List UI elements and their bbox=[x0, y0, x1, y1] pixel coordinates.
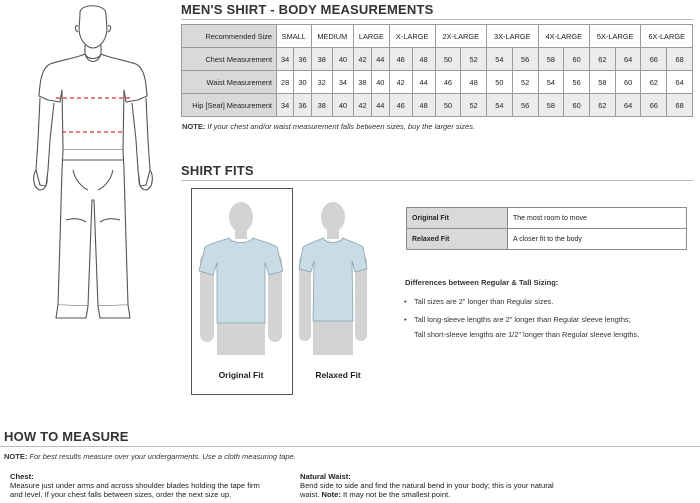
relaxed-fit-caption: Relaxed Fit bbox=[315, 370, 361, 380]
fit-description: The most room to move bbox=[508, 208, 687, 229]
waist-value-cell: 52 bbox=[512, 71, 538, 94]
title-rule bbox=[181, 19, 693, 20]
body-measurements-title: MEN'S SHIRT - BODY MEASUREMENTS bbox=[181, 2, 434, 17]
hip-value-cell: 34 bbox=[277, 94, 294, 117]
row-label-chest: Chest Measurement bbox=[182, 48, 277, 71]
chest-value-cell: 42 bbox=[354, 48, 372, 71]
howto-rule bbox=[0, 446, 700, 447]
sizing-differences-list bbox=[404, 297, 639, 348]
hip-value-cell: 40 bbox=[332, 94, 353, 117]
chest-line: and level. If your chest falls between sizes, order the next size up. bbox=[10, 490, 232, 499]
waist-value-cell: 34 bbox=[332, 71, 353, 94]
howto-note bbox=[4, 452, 296, 461]
chest-value-cell: 46 bbox=[389, 48, 412, 71]
chest-value-cell: 56 bbox=[512, 48, 538, 71]
size-header-cell: MEDIUM bbox=[311, 25, 353, 48]
size-header-cell: X-LARGE bbox=[389, 25, 435, 48]
chest-value-cell: 60 bbox=[564, 48, 590, 71]
hip-value-cell: 60 bbox=[564, 94, 590, 117]
fit-row bbox=[407, 229, 687, 250]
hip-value-cell: 48 bbox=[412, 94, 435, 117]
size-header-cell: 5X-LARGE bbox=[589, 25, 640, 48]
how-to-measure-title: HOW TO MEASURE bbox=[4, 429, 129, 444]
size-header-cell: SMALL bbox=[277, 25, 312, 48]
hip-value-cell: 38 bbox=[311, 94, 332, 117]
waist-value-cell: 58 bbox=[589, 71, 615, 94]
waist-instructions bbox=[300, 472, 698, 499]
waist-value-cell: 30 bbox=[294, 71, 311, 94]
hip-value-cell: 50 bbox=[435, 94, 461, 117]
hip-value-cell: 64 bbox=[615, 94, 641, 117]
chest-value-cell: 34 bbox=[277, 48, 294, 71]
size-header-row bbox=[182, 25, 693, 48]
size-chart-table bbox=[181, 24, 693, 117]
fits-rule bbox=[181, 180, 693, 181]
list-item bbox=[404, 297, 639, 306]
waist-value-cell: 44 bbox=[412, 71, 435, 94]
waist-heading: Natural Waist: bbox=[300, 472, 351, 481]
size-header-cell: 6X-LARGE bbox=[641, 25, 693, 48]
chest-value-cell: 38 bbox=[311, 48, 332, 71]
hip-value-cell: 66 bbox=[641, 94, 667, 117]
chest-value-cell: 44 bbox=[371, 48, 389, 71]
waist-value-cell: 60 bbox=[615, 71, 641, 94]
fit-description-table bbox=[406, 207, 687, 250]
chest-value-cell: 66 bbox=[641, 48, 667, 71]
waist-value-cell: 50 bbox=[487, 71, 513, 94]
chest-value-cell: 36 bbox=[294, 48, 311, 71]
howto-note-text: For best results measure over your undergarments. Use a cloth measuring tape. bbox=[27, 452, 296, 461]
list-item bbox=[404, 315, 639, 324]
hip-value-cell: 58 bbox=[538, 94, 564, 117]
hip-value-cell: 56 bbox=[512, 94, 538, 117]
bullet-text: Tall long-sleeve lengths are 2" longer than Regular sleeve lengths; bbox=[414, 315, 631, 324]
hip-value-cell: 44 bbox=[371, 94, 389, 117]
body-measure-figure bbox=[18, 0, 168, 330]
waist-value-cell: 56 bbox=[564, 71, 590, 94]
howto-note-label: NOTE: bbox=[4, 452, 28, 461]
size-header-cell: 3X-LARGE bbox=[487, 25, 538, 48]
waist-line: waist. bbox=[300, 490, 322, 499]
fit-row bbox=[407, 208, 687, 229]
fit-description: A closer fit to the body bbox=[508, 229, 687, 250]
waist-value-cell: 40 bbox=[371, 71, 389, 94]
hip-row bbox=[182, 94, 693, 117]
hip-value-cell: 36 bbox=[294, 94, 311, 117]
chest-value-cell: 50 bbox=[435, 48, 461, 71]
hip-value-cell: 42 bbox=[354, 94, 372, 117]
size-header-cell: 2X-LARGE bbox=[435, 25, 486, 48]
original-fit-caption: Original Fit bbox=[218, 370, 264, 380]
hip-value-cell: 54 bbox=[487, 94, 513, 117]
chest-instructions bbox=[10, 472, 300, 499]
chest-value-cell: 40 bbox=[332, 48, 353, 71]
hip-value-cell: 62 bbox=[589, 94, 615, 117]
shirt-fits-illustration bbox=[191, 195, 391, 360]
fit-name: Relaxed Fit bbox=[407, 229, 508, 250]
hip-value-cell: 52 bbox=[461, 94, 487, 117]
waist-note-label: Note: bbox=[321, 490, 341, 499]
hip-value-cell: 46 bbox=[389, 94, 412, 117]
shirt-fits-title: SHIRT FITS bbox=[181, 163, 254, 178]
size-note-text: If your chest and/or waist measurement falls between sizes, buy the larger sizes. bbox=[205, 122, 476, 131]
bullet-text: Tall sizes are 2" longer than Regular sizes. bbox=[414, 297, 554, 306]
row-label-hip: Hip [Seat] Measurement bbox=[182, 94, 277, 117]
bullet-icon: • bbox=[404, 297, 407, 306]
waist-value-cell: 42 bbox=[389, 71, 412, 94]
size-header-cell: 4X-LARGE bbox=[538, 25, 589, 48]
chest-value-cell: 58 bbox=[538, 48, 564, 71]
bullet-icon: • bbox=[404, 315, 407, 324]
waist-value-cell: 28 bbox=[277, 71, 294, 94]
chest-heading: Chest: bbox=[10, 472, 34, 481]
chest-value-cell: 52 bbox=[461, 48, 487, 71]
chest-line: Measure just under arms and across shoulder blades holding the tape firm bbox=[10, 481, 260, 490]
sizing-differences-title: Differences between Regular & Tall Sizing: bbox=[405, 278, 559, 287]
chest-value-cell: 64 bbox=[615, 48, 641, 71]
chest-value-cell: 68 bbox=[667, 48, 693, 71]
waist-value-cell: 46 bbox=[435, 71, 461, 94]
waist-value-cell: 38 bbox=[354, 71, 372, 94]
waist-line: Bend side to side and find the natural bend in your body; this is your natural bbox=[300, 481, 554, 490]
size-note-label: NOTE: bbox=[182, 122, 206, 131]
hip-value-cell: 68 bbox=[667, 94, 693, 117]
list-item-continuation bbox=[404, 330, 639, 339]
size-header-cell: LARGE bbox=[354, 25, 390, 48]
waist-value-cell: 48 bbox=[461, 71, 487, 94]
chest-row bbox=[182, 48, 693, 71]
chest-value-cell: 48 bbox=[412, 48, 435, 71]
waist-line: It may not be the smallest point. bbox=[340, 490, 451, 499]
row-label-waist: Waist Measurement bbox=[182, 71, 277, 94]
waist-value-cell: 54 bbox=[538, 71, 564, 94]
waist-row bbox=[182, 71, 693, 94]
chest-value-cell: 62 bbox=[589, 48, 615, 71]
row-label-size: Recommended Size bbox=[182, 25, 277, 48]
waist-value-cell: 64 bbox=[667, 71, 693, 94]
bullet-text: Tall short-sleeve lengths are 1/2" longer than Regular sleeve lengths. bbox=[414, 330, 640, 339]
size-note bbox=[182, 122, 475, 131]
fit-name: Original Fit bbox=[407, 208, 508, 229]
waist-value-cell: 32 bbox=[311, 71, 332, 94]
waist-value-cell: 62 bbox=[641, 71, 667, 94]
chest-value-cell: 54 bbox=[487, 48, 513, 71]
